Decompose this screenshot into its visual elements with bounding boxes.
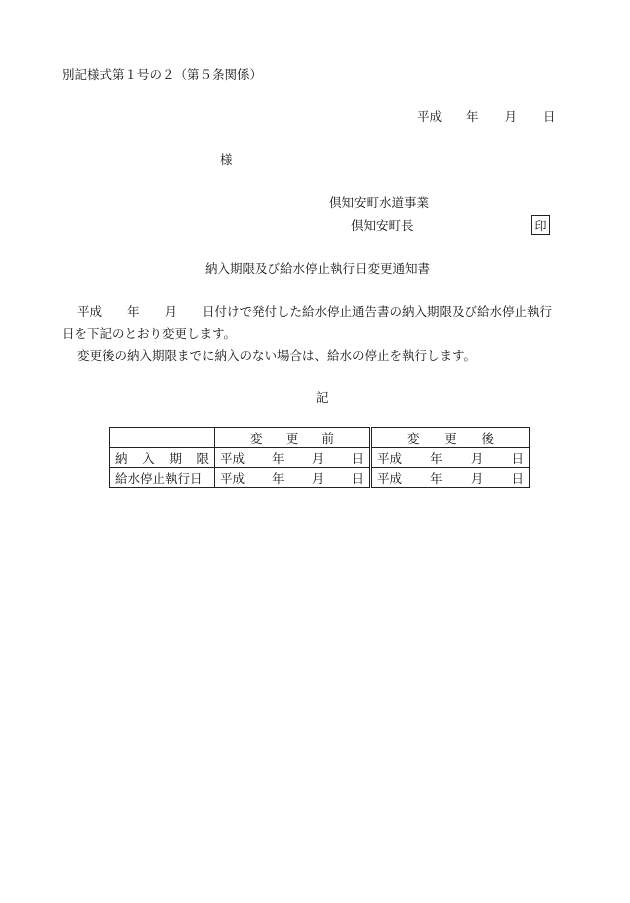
header-before-char: 変 <box>250 430 263 446</box>
issue-date <box>417 111 556 124</box>
date-era: 平成 <box>220 450 246 466</box>
header-after-char: 後 <box>481 430 494 446</box>
date-day: 日 <box>351 450 364 466</box>
date-month: 月 <box>470 450 484 466</box>
header-empty-cell <box>110 428 215 448</box>
date-year: 年 <box>430 470 443 486</box>
change-table <box>109 427 530 488</box>
row-label-text: 給水停止執行日 <box>115 470 203 486</box>
table-header-row <box>110 428 530 448</box>
suspension-date-after <box>371 468 530 488</box>
table-row <box>110 448 530 468</box>
addressee-suffix: 様 <box>220 152 233 167</box>
date-year: 年 <box>272 450 285 466</box>
row-label-payment-deadline <box>110 448 215 468</box>
issue-date-era: 平成 <box>417 109 443 124</box>
date-era: 平成 <box>377 470 403 486</box>
payment-deadline-before <box>215 448 371 468</box>
suspension-date-before <box>215 468 371 488</box>
table-row <box>110 468 530 488</box>
header-after <box>371 428 530 448</box>
date-month: 月 <box>311 470 325 486</box>
date-month: 月 <box>470 470 484 486</box>
date-month: 月 <box>311 450 325 466</box>
form-number-label: 別記様式第１号の２（第５条関係） <box>62 67 263 82</box>
body-paragraph-2: 変更後の納入期限までに納入のない場合は、給水の停止を執行します。 <box>77 348 477 363</box>
issue-date-year: 年 <box>466 109 479 124</box>
row-label-char: 限 <box>196 450 209 466</box>
date-era: 平成 <box>220 470 246 486</box>
header-before <box>215 428 371 448</box>
header-after-char: 更 <box>444 430 457 446</box>
date-day: 日 <box>511 470 524 486</box>
date-year: 年 <box>430 450 443 466</box>
header-after-char: 変 <box>407 430 420 446</box>
date-era: 平成 <box>377 450 403 466</box>
issue-date-month: 月 <box>504 109 518 124</box>
date-day: 日 <box>351 470 364 486</box>
body-paragraph-1-line-1: 平成 年 月 日付けで発付した給水停止通告書の納入期限及び給水停止執行 <box>77 304 553 319</box>
date-day: 日 <box>511 450 524 466</box>
header-before-char: 更 <box>285 430 299 446</box>
payment-deadline-after <box>371 448 530 468</box>
body-paragraph-1-line-2: 日を下記のとおり変更します。 <box>62 326 237 341</box>
document-title: 納入期限及び給水停止執行日変更通知書 <box>205 261 431 276</box>
issue-date-day: 日 <box>543 109 556 124</box>
date-year: 年 <box>272 470 285 486</box>
seal-stamp-box: 印 <box>531 215 550 235</box>
row-label-char: 期 <box>169 450 182 466</box>
row-label-char: 納 <box>115 450 128 466</box>
header-before-char: 前 <box>321 430 334 446</box>
issuer-title: 倶知安町長 <box>351 218 414 233</box>
row-label-char: 入 <box>142 450 155 466</box>
issuer-organization: 倶知安町水道事業 <box>329 195 430 210</box>
row-label-suspension-date <box>110 468 215 488</box>
ki-heading: 記 <box>316 390 329 405</box>
